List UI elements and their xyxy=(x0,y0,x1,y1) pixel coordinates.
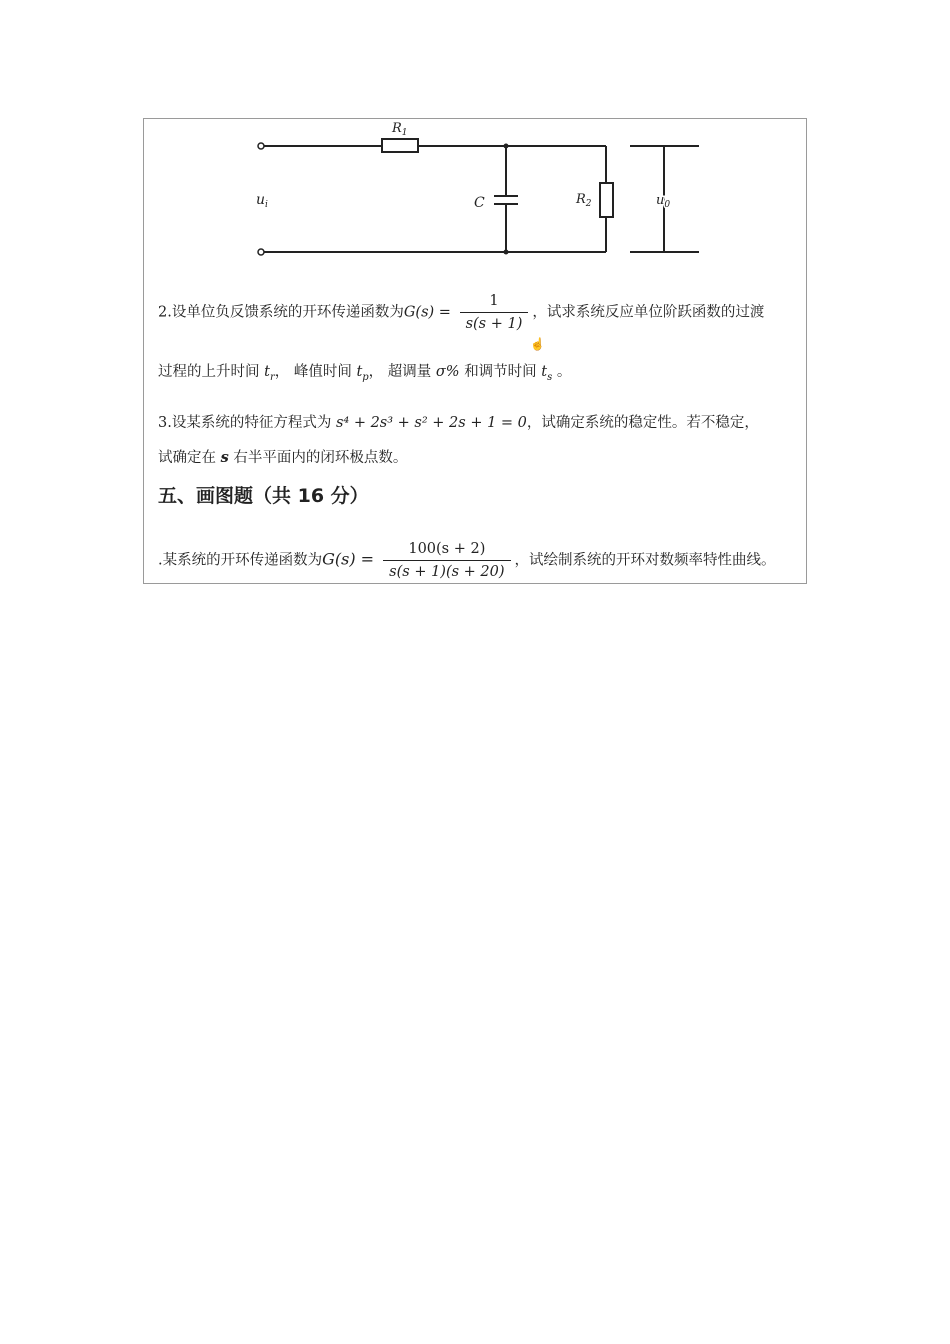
resistor-r2 xyxy=(600,183,613,217)
question-3-line-1: 3.设某系统的特征方程式为 s⁴ + 2s³ + s² + 2s + 1 = 0，试确定系统的稳定性。若不稳定， xyxy=(158,415,759,431)
label-r2: $R_2$ xyxy=(576,192,592,209)
question-5: .某系统的开环传递函数为G(s) = $\frac{100(s + 2)}{s(s + 1)(s + 20)}$ ，试绘制系统的开环对数频率特性曲线。 xyxy=(158,541,776,580)
resistor-r1 xyxy=(382,139,418,152)
rc-circuit-diagram xyxy=(144,119,808,269)
document-frame xyxy=(143,118,807,584)
fraction-q2: $\frac{1}{s(s + 1)}$ xyxy=(460,291,529,334)
section-5-heading: 五、画图题（共 16 分） xyxy=(158,485,369,507)
input-terminal-top xyxy=(258,143,264,149)
question-2-line-2: 过程的上升时间 $t_r$， 峰值时间 $t_p$， 超调量 σ% 和调节时间 $t_s$ 。 xyxy=(158,364,572,383)
hand-cursor-icon: ☝ xyxy=(530,337,545,351)
label-uo: $u_0$ xyxy=(656,193,671,210)
fraction-q5: $\frac{100(s + 2)}{s(s + 1)(s + 20)}$ xyxy=(383,539,510,582)
label-ui: $u_i$ xyxy=(256,192,268,210)
label-r1: $R_1$ xyxy=(392,121,408,138)
label-c: C xyxy=(474,195,485,211)
question-2-line-1: 2.设单位负反馈系统的开环传递函数为G(s) = $\frac{1}{s(s + 1)}$ ，试求系统反应单位阶跃函数的过渡 xyxy=(158,293,765,332)
input-terminal-bottom xyxy=(258,249,264,255)
question-3-line-2: 试确定在 s 右半平面内的闭环极点数。 xyxy=(158,449,408,466)
